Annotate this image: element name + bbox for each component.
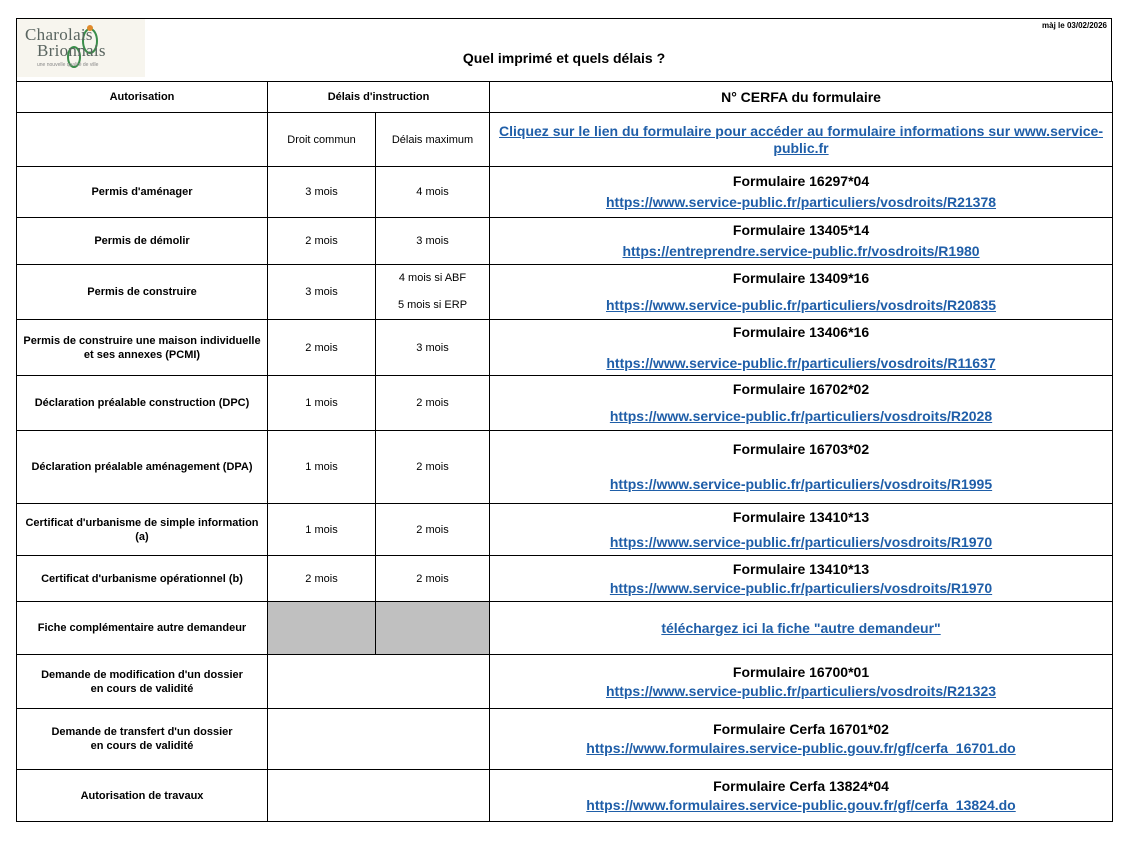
row-droit-commun-empty <box>268 602 376 655</box>
row-label: Permis d'aménager <box>17 167 268 218</box>
table-row <box>17 320 1113 376</box>
row-label: Permis de construire <box>17 265 268 320</box>
table-header-row <box>17 82 1113 113</box>
row-droit-commun: 2 mois <box>268 556 376 602</box>
row-delais-max: 2 mois <box>376 504 490 556</box>
form-link[interactable]: https://www.formulaires.service-public.gouv.fr/gf/cerfa_13824.do <box>586 796 1016 813</box>
header-delais-max: Délais maximum <box>376 113 490 167</box>
table-row <box>17 770 1113 822</box>
form-link[interactable]: https://www.formulaires.service-public.gouv.fr/gf/cerfa_16701.do <box>586 740 1016 756</box>
form-number: Formulaire 13409*16 <box>732 270 870 286</box>
row-droit-commun: 2 mois <box>268 320 376 376</box>
form-link[interactable]: https://www.service-public.fr/particuliers/vosdroits/R1970 <box>609 579 993 596</box>
table-row <box>17 556 1113 602</box>
forms-table <box>16 81 1113 822</box>
row-delais-max: 2 mois <box>376 556 490 602</box>
row-droit-commun: 1 mois <box>268 504 376 556</box>
form-number: Formulaire 16297*04 <box>732 173 870 189</box>
header-autorisation: Autorisation <box>17 82 268 113</box>
row-delais-max: 2 mois <box>376 431 490 504</box>
table-row <box>17 709 1113 770</box>
row-label: Fiche complémentaire autre demandeur <box>17 602 268 655</box>
delais-erp: 5 mois si ERP <box>397 299 468 311</box>
row-label: Autorisation de travaux <box>17 770 268 822</box>
table-row <box>17 602 1113 655</box>
row-label: Déclaration préalable aménagement (DPA) <box>17 431 268 504</box>
subheader-empty <box>17 113 268 167</box>
row-delais-empty <box>268 709 490 770</box>
form-number: Formulaire 13406*16 <box>732 323 870 340</box>
autre-demandeur-link[interactable]: téléchargez ici la fiche "autre demandeur" <box>661 619 941 636</box>
page-header <box>16 18 1112 81</box>
form-link[interactable]: https://www.service-public.fr/particuliers/vosdroits/R21323 <box>605 682 997 699</box>
logo-line1: Charolais <box>25 25 93 44</box>
page-title: Quel imprimé et quels délais ? <box>462 50 666 66</box>
row-delais-max <box>376 265 490 320</box>
row-label-line1: Demande de modification d'un dossier <box>41 668 243 681</box>
row-delais-max-empty <box>376 602 490 655</box>
table-row <box>17 431 1113 504</box>
header-delais: Délais d'instruction <box>268 82 490 113</box>
table-row <box>17 167 1113 218</box>
form-link[interactable]: https://www.service-public.fr/particuliers/vosdroits/R11637 <box>606 354 996 371</box>
row-label: Permis de construire une maison individuelle et ses annexes (PCMI) <box>17 320 268 376</box>
row-label <box>17 655 268 709</box>
row-delais-empty <box>268 655 490 709</box>
row-droit-commun: 1 mois <box>268 376 376 431</box>
row-label <box>17 709 268 770</box>
table-subheader-row <box>17 113 1113 167</box>
row-label: Déclaration préalable construction (DPC) <box>17 376 268 431</box>
row-delais-max: 3 mois <box>376 218 490 265</box>
form-link[interactable]: https://www.service-public.fr/particuliers/vosdroits/R21378 <box>605 194 997 210</box>
logo-tagline: une nouvelle qualité de ville <box>37 62 99 68</box>
form-link[interactable]: https://www.service-public.fr/particuliers/vosdroits/R2028 <box>609 408 993 424</box>
charolais-brionnais-logo <box>17 19 145 77</box>
table-row <box>17 218 1113 265</box>
form-number: Formulaire 13410*13 <box>732 508 870 525</box>
header-cerfa: N° CERFA du formulaire <box>490 82 1113 113</box>
update-date: màj le 03/02/2026 <box>1042 21 1107 30</box>
form-link[interactable]: https://www.service-public.fr/particuliers/vosdroits/R1970 <box>609 533 993 550</box>
table-row <box>17 265 1113 320</box>
row-delais-max: 3 mois <box>376 320 490 376</box>
form-number: Formulaire 13405*14 <box>732 222 870 238</box>
row-label-line1: Demande de transfert d'un dossier <box>51 726 233 738</box>
row-delais-empty <box>268 770 490 822</box>
form-number: Formulaire Cerfa 16701*02 <box>713 721 889 737</box>
table-row <box>17 376 1113 431</box>
row-droit-commun: 2 mois <box>268 218 376 265</box>
logo-line2: Brionnais <box>37 41 106 60</box>
row-delais-max: 4 mois <box>376 167 490 218</box>
form-link[interactable]: https://www.service-public.fr/particuliers/vosdroits/R20835 <box>605 297 997 313</box>
intro-link[interactable]: Cliquez sur le lien du formulaire pour accéder au formulaire informations sur www.service-public.fr <box>499 122 1103 156</box>
row-label-line2: en cours de validité <box>90 740 194 752</box>
row-label: Certificat d'urbanisme opérationnel (b) <box>17 556 268 602</box>
row-droit-commun: 3 mois <box>268 167 376 218</box>
form-link[interactable]: https://www.service-public.fr/particuliers/vosdroits/R1995 <box>609 476 993 492</box>
form-link[interactable]: https://entreprendre.service-public.fr/vosdroits/R1980 <box>622 243 980 259</box>
form-number: Formulaire 16700*01 <box>732 663 870 680</box>
delais-abf: 4 mois si ABF <box>398 272 467 284</box>
table-row <box>17 655 1113 709</box>
table-row <box>17 504 1113 556</box>
form-number: Formulaire Cerfa 13824*04 <box>713 777 889 794</box>
form-number: Formulaire 13410*13 <box>732 560 870 577</box>
form-number: Formulaire 16703*02 <box>732 441 870 457</box>
row-droit-commun: 3 mois <box>268 265 376 320</box>
row-droit-commun: 1 mois <box>268 431 376 504</box>
row-label: Permis de démolir <box>17 218 268 265</box>
row-label: Certificat d'urbanisme de simple information (a) <box>17 504 268 556</box>
row-label-line2: en cours de validité <box>90 682 194 695</box>
header-droit-commun: Droit commun <box>268 113 376 167</box>
form-number: Formulaire 16702*02 <box>732 381 870 397</box>
row-delais-max: 2 mois <box>376 376 490 431</box>
